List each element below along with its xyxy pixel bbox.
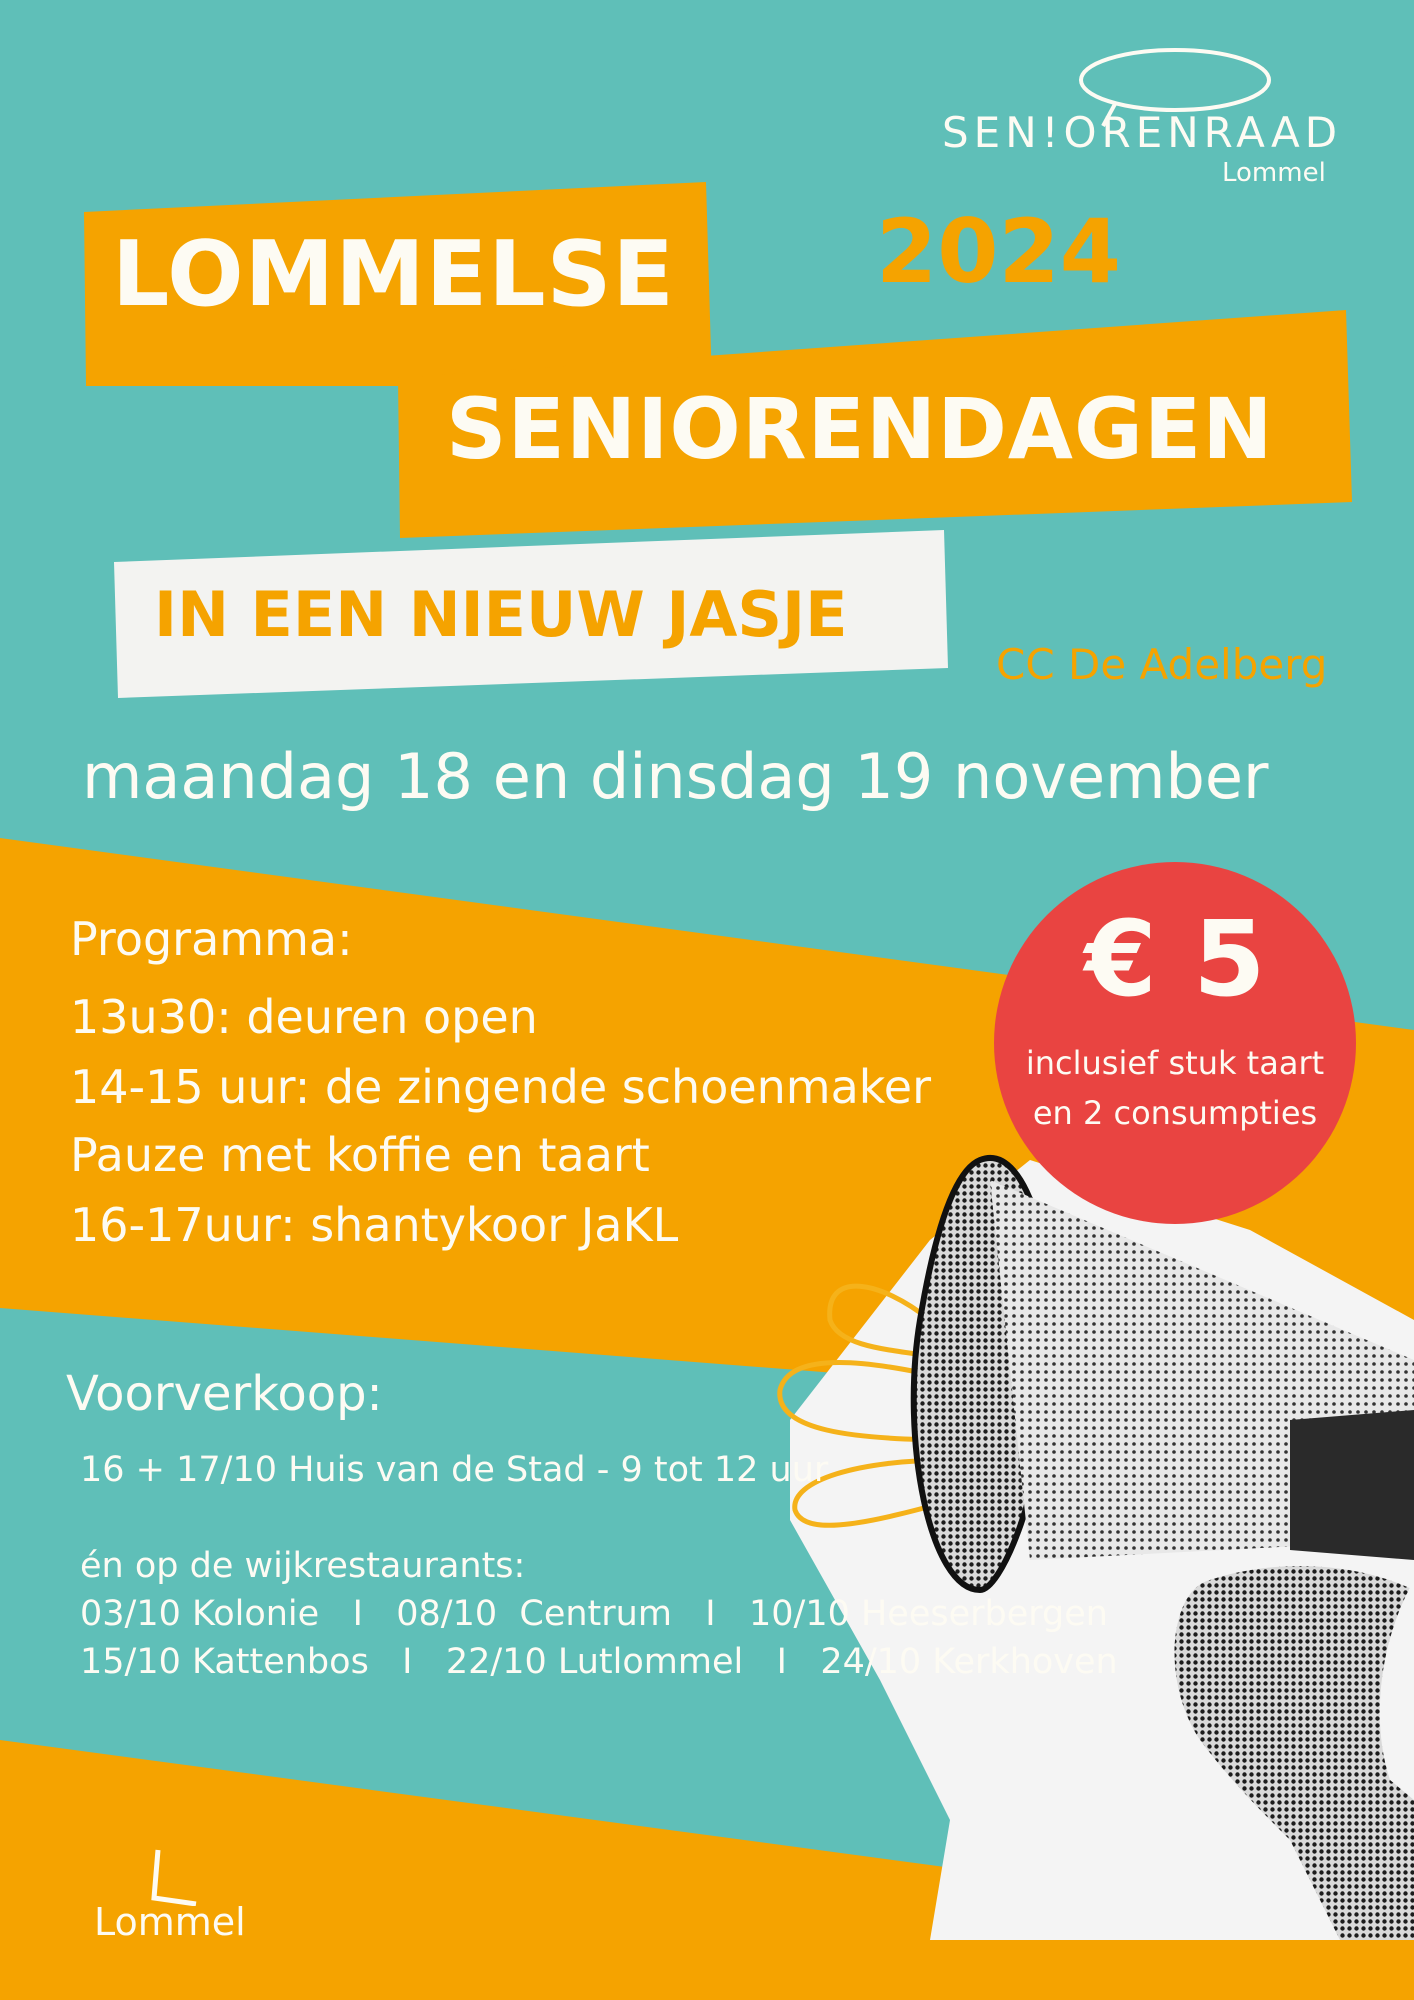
program-item: 16-17uur: shantykoor JaKL	[70, 1198, 679, 1252]
program-heading: Programma:	[70, 912, 353, 966]
program-item: 14-15 uur: de zingende schoenmaker	[70, 1060, 932, 1114]
presale-heading: Voorverkoop:	[66, 1366, 383, 1422]
event-dates: maandag 18 en dinsdag 19 november	[82, 740, 1269, 813]
price-badge	[994, 862, 1356, 1224]
megaphone-handle	[1290, 1410, 1414, 1560]
seniorenraad-logo-sub: Lommel	[1222, 158, 1326, 188]
lommel-logo-text: Lommel	[94, 1900, 246, 1944]
seniorenraad-logo-text: SEN!ORENRAAD	[942, 108, 1343, 157]
venue: CC De Adelberg	[996, 640, 1328, 689]
title-line-2: SENIORENDAGEN	[446, 380, 1274, 478]
tagline: IN EEN NIEUW JASJE	[154, 578, 848, 651]
lommel-l-icon	[140, 1848, 200, 1906]
program-item: Pauze met koffie en taart	[70, 1128, 650, 1182]
title-line-1: LOMMELSE	[112, 222, 675, 327]
presale-row-2: 15/10 Kattenbos I 22/10 Lutlommel I 24/10 Kerkhoven	[80, 1642, 1118, 1682]
price-note-1: inclusief stuk taart	[1025, 1044, 1325, 1082]
presale-row-1: 03/10 Kolonie I 08/10 Centrum I 10/10 Heeserbergen	[80, 1594, 1108, 1634]
presale-also: én op de wijkrestaurants:	[80, 1546, 526, 1586]
price-note-2: en 2 consumpties	[1032, 1094, 1318, 1132]
megaphone-illustration	[730, 1120, 1414, 1940]
title-year: 2024	[876, 200, 1121, 303]
presale-main: 16 + 17/10 Huis van de Stad - 9 tot 12 uur	[80, 1450, 829, 1490]
price-amount: € 5	[1084, 898, 1266, 1020]
program-item: 13u30: deuren open	[70, 990, 538, 1044]
